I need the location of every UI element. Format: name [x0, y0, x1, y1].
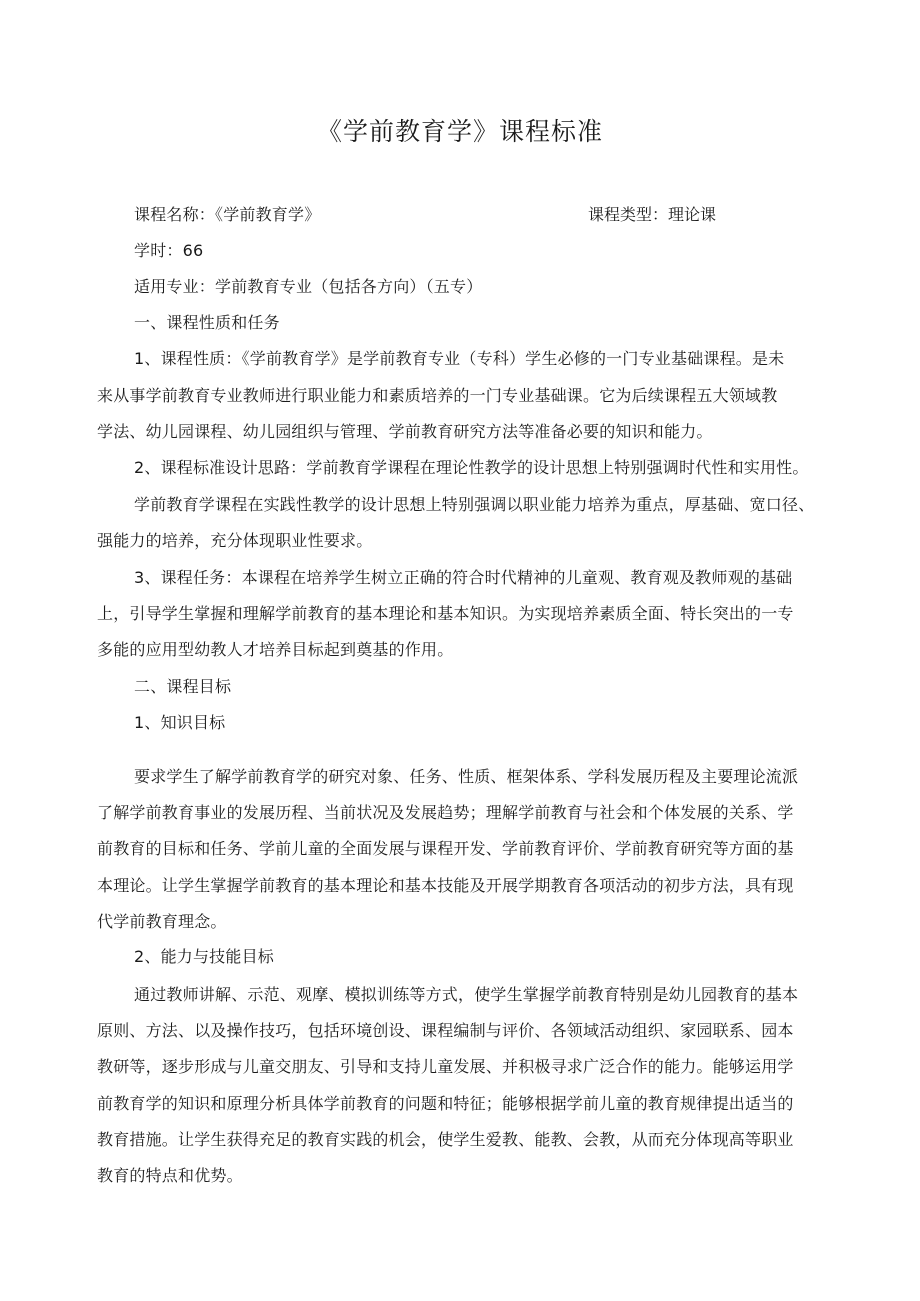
paragraph-line: 学前教育学课程在实践性教学的设计思想上特别强调以职业能力培养为重点，厚基础、宽口径、 [134, 495, 815, 514]
document-title: 《学前教育学》课程标准 [316, 117, 603, 146]
section-heading-2: 二、课程目标 [134, 677, 232, 696]
paragraph-line: 前教育学的知识和原理分析具体学前教育的问题和特征；能够根据学前儿童的教育规律提出适当的 [97, 1094, 794, 1113]
paragraph-line: 通过教师讲解、示范、观摩、模拟训练等方式，使学生掌握学前教育特别是幼儿园教育的基本 [134, 985, 799, 1004]
paragraph-line: 来从事学前教育专业教师进行职业能力和素质培养的一门专业基础课。它为后续课程五大领域教 [97, 386, 778, 405]
paragraph-line: 强能力的培养，充分体现职业性要求。 [97, 531, 373, 550]
paragraph-line: 教研等，逐步形成与儿童交朋友、引导和支持儿童发展、并积极寻求广泛合作的能力。能够运用学 [97, 1057, 794, 1076]
paragraph-line: 原则、方法、以及操作技巧，包括环境创设、课程编制与评价、各领域活动组织、家园联系、园本 [97, 1021, 794, 1040]
paragraph-line: 代学前教育理念。 [97, 912, 227, 931]
paragraph-line: 要求学生了解学前教育学的研究对象、任务、性质、框架体系、学科发展历程及主要理论流派 [134, 767, 799, 786]
paragraph-line: 多能的应用型幼教人才培养目标起到奠基的作用。 [97, 640, 454, 659]
paragraph-line: 1、课程性质：《学前教育学》是学前教育专业（专科）学生必修的一门专业基础课程。是未 [134, 349, 785, 368]
paragraph-line: 教育措施。让学生获得充足的教育实践的机会，使学生爱教、能教、会教，从而充分体现高等职业 [97, 1130, 794, 1149]
paragraph-line: 3、课程任务：本课程在培养学生树立正确的符合时代精神的儿童观、教育观及教师观的基础 [134, 568, 793, 587]
paragraph-line: 了解学前教育事业的发展历程、当前状况及发展趋势；理解学前教育与社会和个体发展的关系、学 [97, 803, 794, 822]
paragraph-line: 本理论。让学生掌握学前教育的基本理论和基本技能及开展学期教育各项活动的初步方法，具有现 [97, 876, 794, 895]
section-heading-1: 一、课程性质和任务 [134, 313, 280, 332]
paragraph-line: 上，引导学生掌握和理解学前教育的基本理论和基本知识。为实现培养素质全面、特长突出的一专 [97, 604, 794, 623]
subsection-heading: 2、能力与技能目标 [134, 947, 274, 966]
course-hours: 学时：66 [134, 241, 204, 260]
applicable-major: 适用专业：学前教育专业（包括各方向）（五专） [134, 277, 483, 296]
paragraph-line: 学法、幼儿园课程、幼儿园组织与管理、学前教育研究方法等准备必要的知识和能力。 [97, 422, 713, 441]
course-name: 课程名称：《学前教育学》 [134, 205, 321, 224]
paragraph-line: 2、课程标准设计思路：学前教育学课程在理论性教学的设计思想上特别强调时代性和实用性。 [134, 458, 809, 477]
course-type: 课程类型：理论课 [588, 205, 717, 224]
paragraph-line: 教育的特点和优势。 [97, 1166, 243, 1185]
paragraph-line: 前教育的目标和任务、学前儿童的全面发展与课程开发、学前教育评价、学前教育研究等方面的基 [97, 839, 794, 858]
subsection-heading: 1、知识目标 [134, 713, 226, 732]
